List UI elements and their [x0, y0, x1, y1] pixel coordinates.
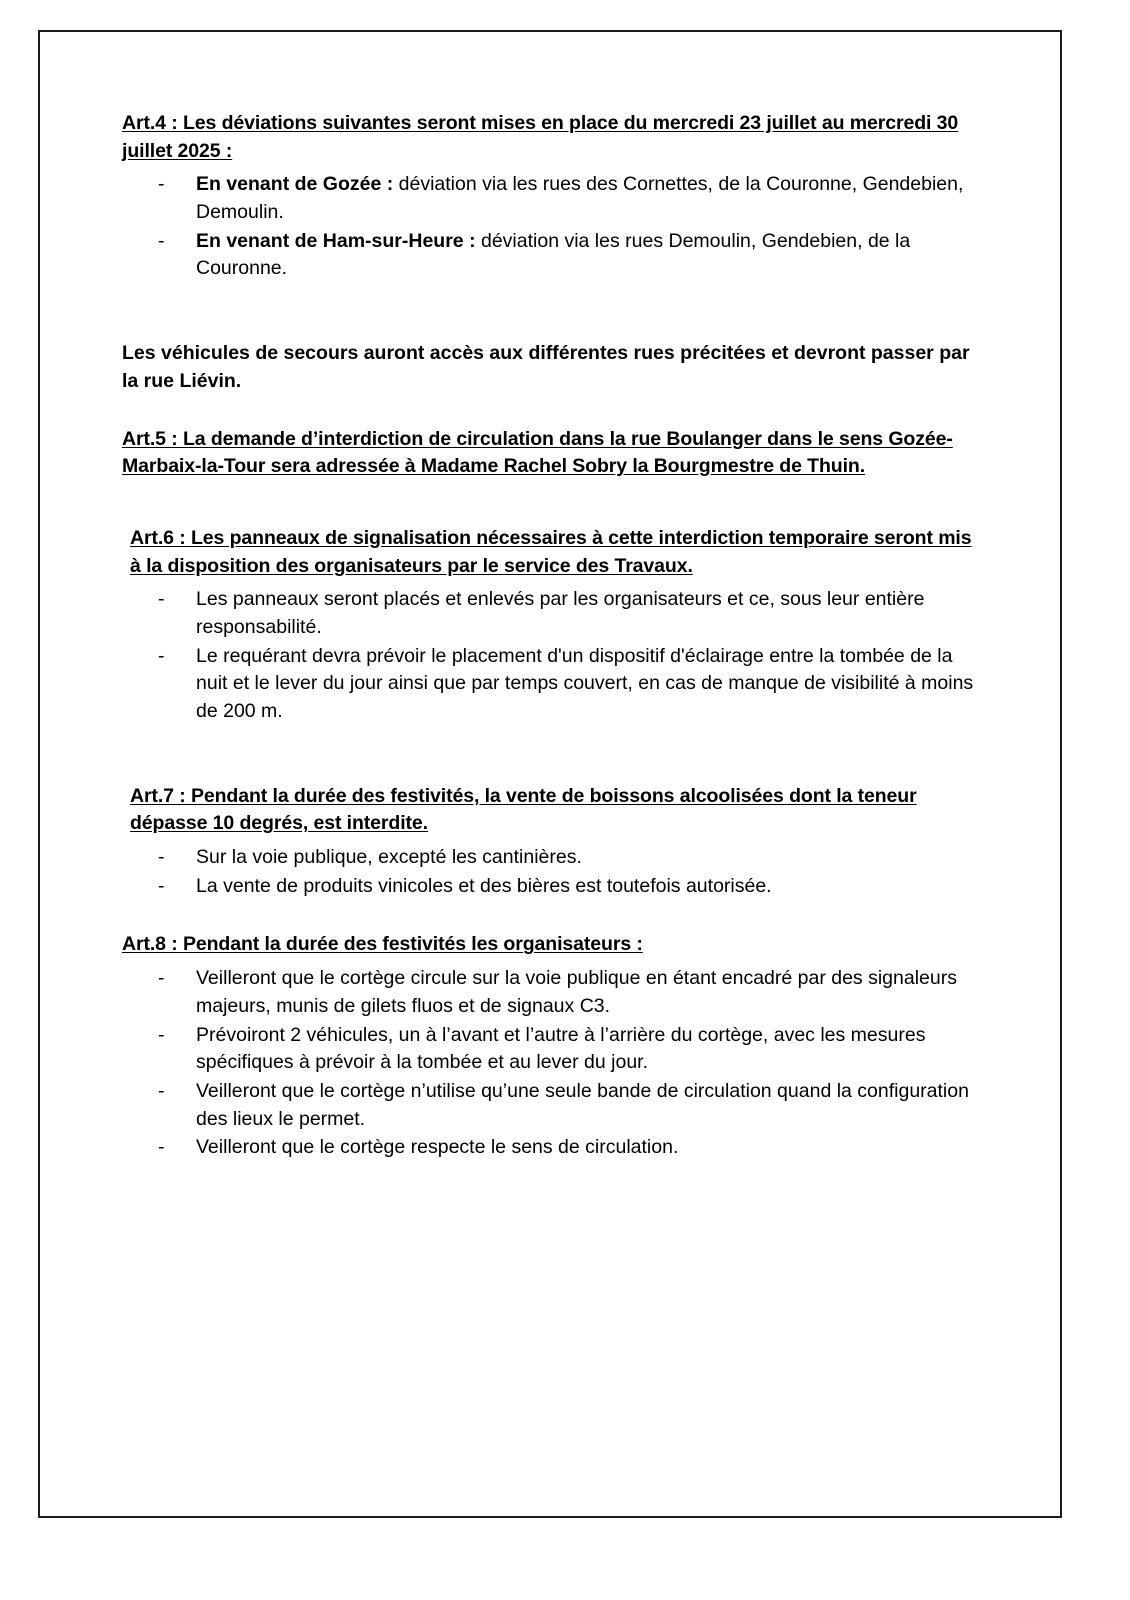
article-7-heading: Art.7 : Pendant la durée des festivités, la vente de boissons alcoolisées dont la teneur dépasse 10 degrés, est interdite.	[130, 784, 917, 835]
dash-bullet-icon: -	[158, 846, 165, 869]
article-5-heading: Art.5 : La demande d’interdiction de circulation dans la rue Boulanger dans le sens Gozée-Marbaix-la-Tour sera adressée à Madame Rachel Sobry la Bourgmestre de Thuin.	[122, 427, 953, 478]
dash-bullet-icon: -	[158, 967, 165, 990]
list-item	[158, 844, 977, 872]
list-item	[158, 171, 977, 226]
article-4-list	[122, 171, 977, 283]
list-item-text: Sur la voie publique, excepté les cantinières.	[196, 846, 582, 869]
list-item	[158, 1022, 977, 1077]
list-item-text: Veilleront que le cortège circule sur la voie publique en étant encadré par des signaleurs majeurs, munis de gilets fluos et de signaux C3.	[196, 967, 957, 1017]
list-item	[158, 643, 977, 726]
article-6-heading: Art.6 : Les panneaux de signalisation nécessaires à cette interdiction temporaire seront mis à la disposition des organisateurs par le service des Travaux.	[130, 526, 972, 577]
list-item	[158, 1134, 977, 1162]
list-item	[158, 586, 977, 641]
dash-bullet-icon: -	[158, 588, 165, 611]
article-8-list	[122, 965, 977, 1162]
list-item-lead: En venant de Gozée :	[196, 173, 394, 196]
article-4-heading: Art.4 : Les déviations suivantes seront mises en place du mercredi 23 juillet au mercredi 30 juillet 2025 :	[122, 112, 959, 162]
list-item	[158, 965, 977, 1020]
dash-bullet-icon: -	[158, 644, 165, 667]
spacer	[122, 727, 977, 783]
dash-bullet-icon: -	[158, 874, 165, 897]
list-item-text: déviation via les rues Demoulin, Gendebien, de la Couronne.	[196, 229, 911, 280]
dash-bullet-icon: -	[158, 1079, 165, 1102]
article-7-list	[122, 844, 977, 900]
spacer	[122, 901, 977, 931]
emergency-vehicles-note: Les véhicules de secours auront accès aux différentes rues précitées et devront passer par la rue Liévin.	[122, 342, 970, 392]
list-item-text: Le requérant devra prévoir le placement d'un dispositif d'éclairage entre la tombée de la nuit et le lever du jour ainsi que par temps couvert, en cas de manque de visibilité à moins de 200 m.	[196, 644, 974, 722]
list-item-text: Prévoiront 2 véhicules, un à l’avant et l’autre à l’arrière du cortège, avec les mesures spécifiques à prévoir à la tombée et au lever du jour.	[196, 1023, 926, 1074]
list-item-text: déviation via les rues des Cornettes, de la Couronne, Gendebien, Demoulin.	[196, 173, 964, 224]
list-item	[158, 873, 977, 901]
article-6-list	[122, 586, 977, 725]
list-item-text: Veilleront que le cortège respecte le sens de circulation.	[196, 1136, 679, 1159]
document-body	[122, 110, 977, 1163]
article-8-heading: Art.8 : Pendant la durée des festivités les organisateurs :	[122, 933, 643, 956]
spacer	[122, 284, 977, 340]
list-item-lead: En venant de Ham-sur-Heure :	[196, 229, 476, 252]
list-item	[158, 1078, 977, 1133]
dash-bullet-icon: -	[158, 1136, 165, 1159]
list-item-text: La vente de produits vinicoles et des bières est toutefois autorisée.	[196, 874, 772, 897]
spacer	[122, 481, 977, 525]
list-item	[158, 228, 977, 283]
dash-bullet-icon: -	[158, 173, 165, 196]
dash-bullet-icon: -	[158, 1023, 165, 1046]
spacer	[122, 396, 977, 426]
list-item-text: Les panneaux seront placés et enlevés par les organisateurs et ce, sous leur entière responsabilité.	[196, 588, 925, 638]
list-item-text: Veilleront que le cortège n’utilise qu’une seule bande de circulation quand la configuration des lieux le permet.	[196, 1079, 969, 1130]
dash-bullet-icon: -	[158, 229, 165, 252]
